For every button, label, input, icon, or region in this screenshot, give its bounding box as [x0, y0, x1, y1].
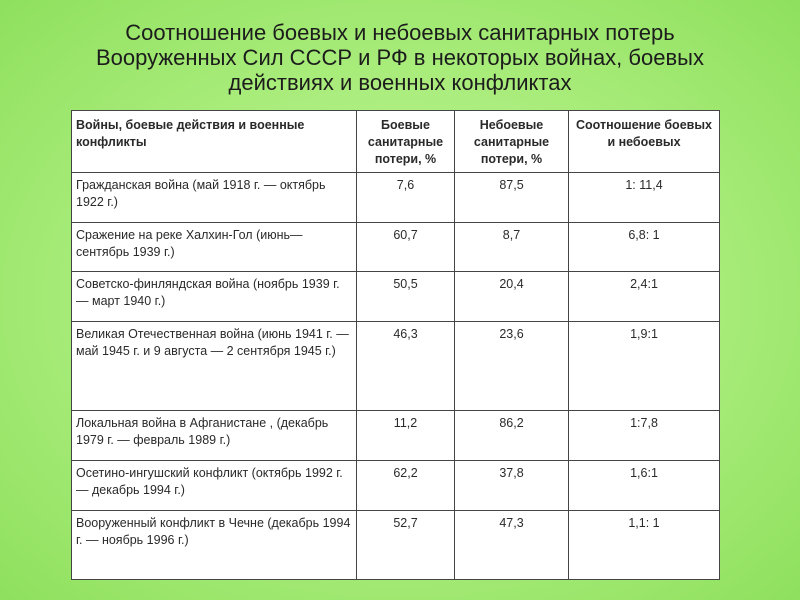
table-row — [72, 222, 720, 272]
table-row — [72, 173, 720, 223]
cell-noncombat: 87,5 — [455, 173, 569, 223]
table-row — [72, 460, 720, 510]
cell-combat: 50,5 — [357, 272, 455, 322]
cell-combat: 60,7 — [357, 222, 455, 272]
table-row — [72, 272, 720, 322]
cell-ratio: 1,6:1 — [569, 460, 720, 510]
title-line-3: действиях и военных конфликтах — [228, 70, 572, 95]
cell-noncombat: 47,3 — [455, 510, 569, 579]
header-combat-losses: Боевые санитарные потери, % — [357, 111, 455, 173]
cell-conflict: Великая Отечественная война (июнь 1941 г. — май 1945 г. и 9 августа — 2 сентября 1945 г.) — [72, 322, 357, 411]
cell-conflict: Осетино-ингушский конфликт (октябрь 1992 г. — декабрь 1994 г.) — [72, 460, 357, 510]
cell-noncombat: 37,8 — [455, 460, 569, 510]
cell-noncombat: 86,2 — [455, 411, 569, 461]
cell-conflict: Советско-финляндская война (ноябрь 1939 г. — март 1940 г.) — [72, 272, 357, 322]
header-noncombat-losses: Небоевые санитарные потери, % — [455, 111, 569, 173]
title-line-2: Вооруженных Сил СССР и РФ в некоторых войнах, боевых — [96, 45, 704, 70]
cell-noncombat: 8,7 — [455, 222, 569, 272]
slide-title — [40, 20, 760, 95]
cell-combat: 52,7 — [357, 510, 455, 579]
casualties-table-container — [71, 110, 719, 580]
cell-combat: 7,6 — [357, 173, 455, 223]
cell-ratio: 1:7,8 — [569, 411, 720, 461]
table-row — [72, 411, 720, 461]
cell-ratio: 1,9:1 — [569, 322, 720, 411]
casualties-table — [71, 110, 720, 580]
cell-combat: 62,2 — [357, 460, 455, 510]
header-conflict: Войны, боевые действия и военные конфликты — [72, 111, 357, 173]
title-line-1: Соотношение боевых и небоевых санитарных потерь — [125, 20, 675, 45]
cell-noncombat: 23,6 — [455, 322, 569, 411]
table-header-row — [72, 111, 720, 173]
cell-conflict: Локальная война в Афганистане , (декабрь 1979 г. — февраль 1989 г.) — [72, 411, 357, 461]
table-row — [72, 322, 720, 411]
cell-combat: 11,2 — [357, 411, 455, 461]
cell-conflict: Вооруженный конфликт в Чечне (декабрь 1994 г. — ноябрь 1996 г.) — [72, 510, 357, 579]
header-ratio: Соотношение боевых и небоевых — [569, 111, 720, 173]
cell-noncombat: 20,4 — [455, 272, 569, 322]
table-row — [72, 510, 720, 579]
cell-ratio: 1: 11,4 — [569, 173, 720, 223]
cell-ratio: 2,4:1 — [569, 272, 720, 322]
cell-conflict: Сражение на реке Халхин-Гол (июнь—сентябрь 1939 г.) — [72, 222, 357, 272]
cell-ratio: 1,1: 1 — [569, 510, 720, 579]
cell-combat: 46,3 — [357, 322, 455, 411]
cell-conflict: Гражданская война (май 1918 г. — октябрь 1922 г.) — [72, 173, 357, 223]
cell-ratio: 6,8: 1 — [569, 222, 720, 272]
